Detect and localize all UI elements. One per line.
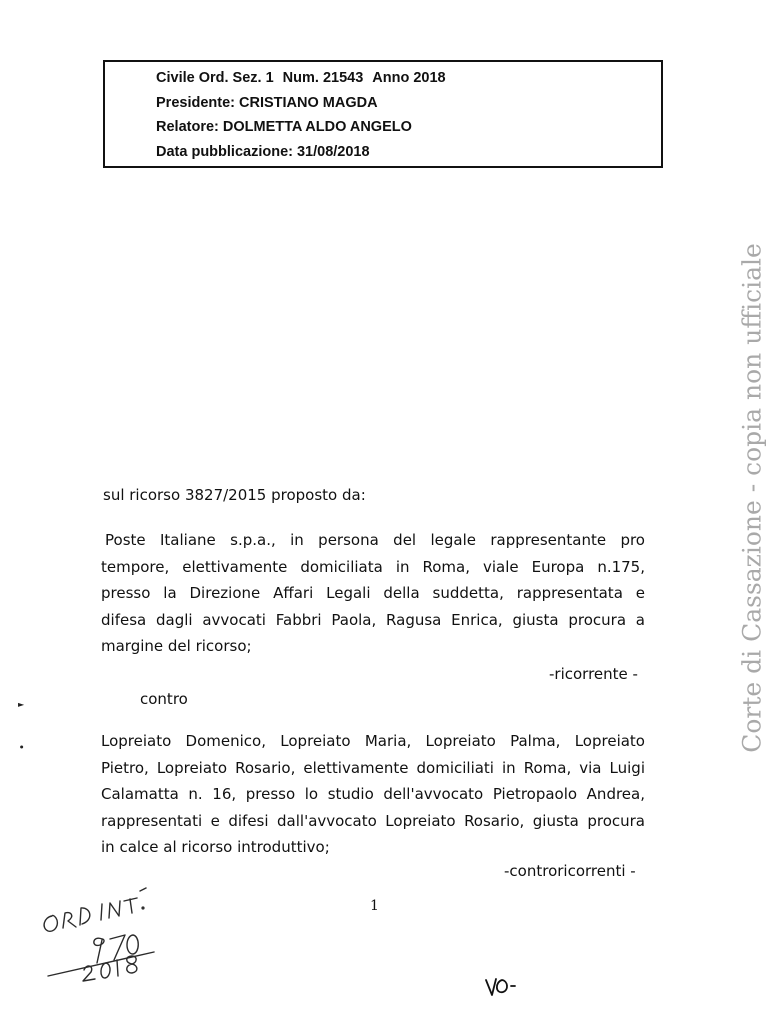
appeal-intro: sul ricorso 3827/2015 proposto da: xyxy=(103,486,366,504)
paragraph-line: tempore, elettivamente domiciliata in Roma, viale Europa n.175, xyxy=(101,557,645,576)
ricorrente-paragraph xyxy=(101,527,645,660)
handwritten-initials xyxy=(482,972,522,998)
case-header-box xyxy=(103,60,663,168)
paragraph-line: Calamatta n. 16, presso lo studio dell'avvocato Pietropaolo Andrea, xyxy=(101,785,645,803)
paragraph-line: presso la Direzione Affari Legali della suddetta, rappresentata e xyxy=(101,584,645,602)
relatore-line: Relatore: DOLMETTA ALDO ANGELO xyxy=(156,119,412,135)
case-year: Anno 2018 xyxy=(372,70,446,86)
section-label: Civile Ord. Sez. 1 xyxy=(156,70,274,86)
paragraph-line: Pietro, Lopreiato Rosario, elettivamente domiciliati in Roma, via Luigi xyxy=(101,758,645,777)
scan-dot: ● xyxy=(20,744,24,749)
paragraph-line: rappresentati e difesi dall'avvocato Lopreiato Rosario, giusta procura xyxy=(101,811,645,830)
case-reference-line xyxy=(156,70,446,86)
publication-date-line: Data pubblicazione: 31/08/2018 xyxy=(156,144,370,160)
paragraph-line: in calce al ricorso introduttivo; xyxy=(101,838,330,856)
handwritten-ordinance-stamp xyxy=(36,880,186,990)
ricorrente-role: -ricorrente - xyxy=(549,665,638,683)
case-number: Num. 21543 xyxy=(282,70,364,86)
paragraph-line: Poste Italiane s.p.a., in persona del legale rappresentante pro xyxy=(105,531,645,549)
president-line: Presidente: CRISTIANO MAGDA xyxy=(156,95,378,111)
controricorrenti-role: -controricorrenti - xyxy=(504,862,636,880)
scan-mark: ► xyxy=(18,700,25,709)
paragraph-line: Lopreiato Domenico, Lopreiato Maria, Lopreiato Palma, Lopreiato xyxy=(101,732,645,750)
paragraph-line: margine del ricorso; xyxy=(101,637,252,655)
controricorrenti-paragraph xyxy=(101,728,645,861)
watermark-text: Corte di Cassazione - copia non ufficiale xyxy=(737,243,767,753)
paragraph-line: difesa dagli avvocati Fabbri Paola, Ragusa Enrica, giusta procura a xyxy=(101,610,645,629)
page-number: 1 xyxy=(370,898,379,914)
contro-label: contro xyxy=(140,690,188,708)
